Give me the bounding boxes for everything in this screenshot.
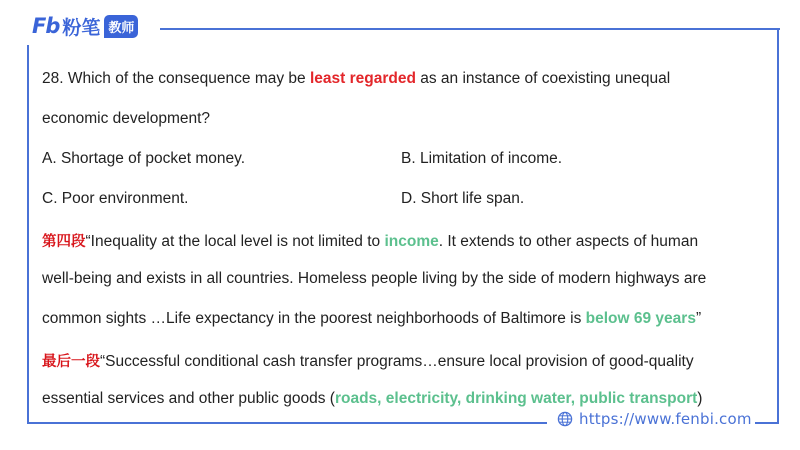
frame-bottom-line xyxy=(27,422,547,424)
option-d: D. Short life span. xyxy=(401,190,525,207)
para-last-line-1: 最后一段“Successful conditional cash transfer programs…ensure local provision of good-quality xyxy=(42,353,694,370)
frame-left-line xyxy=(27,45,29,424)
para4-line-1: 第四段“Inequality at the local level is not limited to income. It extends to other aspects of human xyxy=(42,233,699,250)
question-line-2: economic development? xyxy=(42,110,211,127)
fenbi-logo xyxy=(32,13,138,39)
frame-bottom-right-line xyxy=(755,422,779,424)
para-last-highlight: roads, electricity, drinking water, public transport xyxy=(334,390,698,407)
option-c: C. Poor environment. xyxy=(42,190,189,207)
logo-brand-name: 粉笔 xyxy=(62,16,101,39)
website-link[interactable]: https://www.fenbi.com xyxy=(579,410,752,428)
para4-highlight-income: income xyxy=(384,233,439,250)
logo-badge: 教师 xyxy=(104,15,138,38)
para4-highlight-age: below 69 years xyxy=(585,310,696,327)
frame-right-line xyxy=(777,28,779,423)
para4-tag: 第四段 xyxy=(42,233,86,250)
footer-url xyxy=(557,410,752,428)
para4-line-2: well-being and exists in all countries. Homeless people living by the side of modern highways are xyxy=(42,270,707,287)
question-line-1: 28. Which of the consequence may be least regarded as an instance of coexisting unequal xyxy=(42,70,671,87)
para4-line-3: common sights …Life expectancy in the poorest neighborhoods of Baltimore is below 69 years” xyxy=(42,310,702,327)
logo-fb-mark: Fb xyxy=(32,14,60,38)
para-last-tag: 最后一段 xyxy=(42,353,100,370)
globe-icon xyxy=(557,411,573,427)
option-a: A. Shortage of pocket money. xyxy=(42,150,246,167)
para-last-line-2: essential services and other public goods (roads, electricity, drinking water, public transport) xyxy=(42,390,703,407)
question-highlight: least regarded xyxy=(309,70,416,87)
frame-top-line xyxy=(160,28,780,30)
option-b: B. Limitation of income. xyxy=(401,150,563,167)
